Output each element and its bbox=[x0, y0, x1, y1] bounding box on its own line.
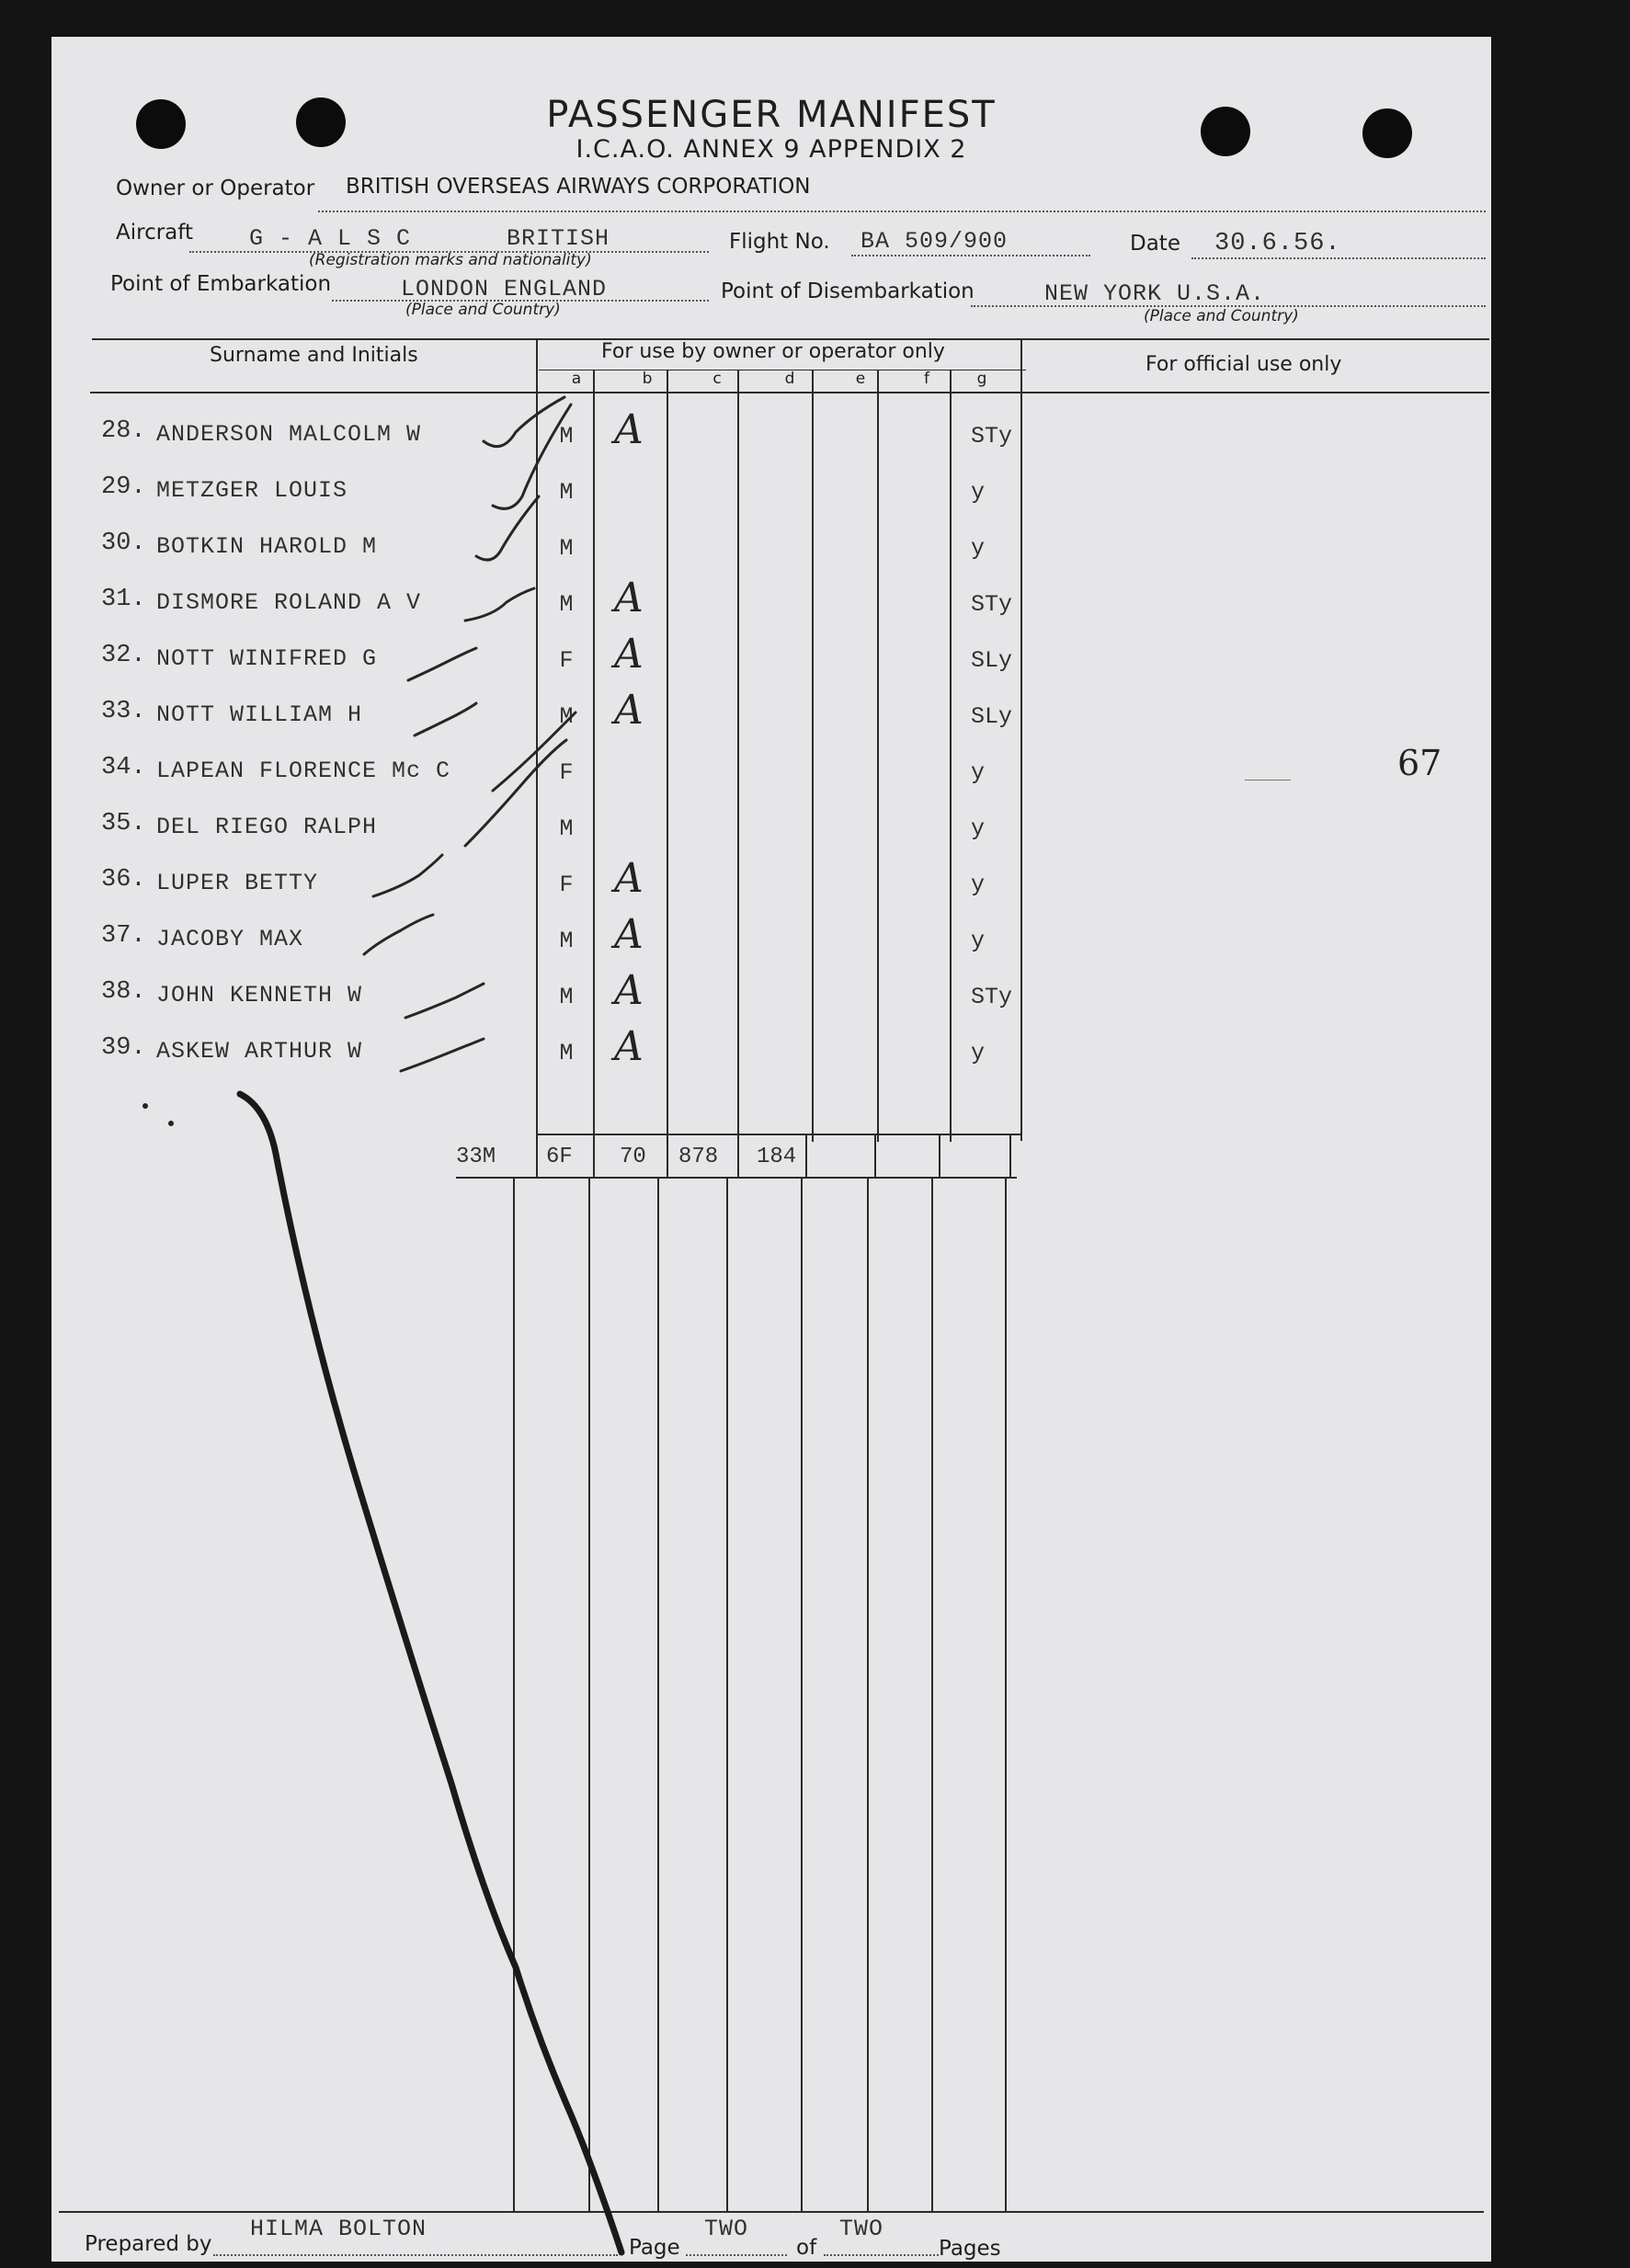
passenger-name: NOTT WILLIAM H bbox=[156, 701, 363, 728]
col-name-header: Surname and Initials bbox=[210, 344, 418, 367]
flight-label: Flight No. bbox=[729, 230, 830, 254]
passenger-name: DISMORE ROLAND A V bbox=[156, 589, 422, 616]
disembarkation-note: (Place and Country) bbox=[1144, 307, 1299, 325]
passenger-mark-b: A bbox=[614, 1023, 644, 1070]
pen-stroke bbox=[240, 1094, 621, 2252]
date-label: Date bbox=[1130, 232, 1180, 256]
passenger-sex: M bbox=[559, 535, 574, 562]
passenger-sex: M bbox=[559, 1040, 574, 1066]
date-value: 30.6.56. bbox=[1214, 230, 1341, 257]
embarkation-value: LONDON ENGLAND bbox=[401, 276, 608, 302]
passenger-mark-b: A bbox=[614, 967, 644, 1014]
aircraft-registration: G - A L S C bbox=[249, 225, 412, 252]
check-mark bbox=[405, 984, 484, 1018]
passenger-code-g: SLy bbox=[971, 647, 1013, 674]
total-females: 6F bbox=[546, 1145, 573, 1169]
check-mark bbox=[493, 712, 576, 791]
subcol-a: a bbox=[571, 370, 582, 388]
passenger-sex: M bbox=[559, 984, 574, 1010]
row-number: 33. bbox=[101, 698, 146, 725]
page-value: TWO bbox=[704, 2216, 749, 2242]
check-mark bbox=[408, 648, 476, 680]
passenger-sex: M bbox=[559, 928, 574, 954]
passenger-name: METZGER LOUIS bbox=[156, 477, 348, 504]
passenger-name: NOTT WINIFRED G bbox=[156, 645, 378, 672]
check-mark bbox=[476, 496, 539, 560]
row-number: 32. bbox=[101, 642, 146, 669]
passenger-code-g: y bbox=[971, 535, 986, 562]
row-number: 31. bbox=[101, 586, 146, 613]
embarkation-note: (Place and Country) bbox=[405, 301, 561, 319]
pen-annotations bbox=[51, 37, 1491, 2262]
subcol-f: f bbox=[924, 370, 929, 388]
passenger-sex: M bbox=[559, 423, 574, 450]
of-value: TWO bbox=[839, 2216, 884, 2242]
passenger-code-g: y bbox=[971, 1040, 986, 1066]
passenger-sex: M bbox=[559, 815, 574, 842]
subcol-e: e bbox=[855, 370, 866, 388]
prepared-by-value: HILMA BOLTON bbox=[250, 2216, 427, 2242]
col-operator-header: For use by owner or operator only bbox=[601, 340, 945, 363]
ink-dot bbox=[168, 1121, 174, 1126]
embarkation-label: Point of Embarkation bbox=[110, 272, 332, 296]
row-number: 34. bbox=[101, 754, 146, 781]
passenger-code-g: STy bbox=[971, 423, 1013, 450]
ink-dot bbox=[142, 1103, 148, 1109]
subcol-g: g bbox=[976, 370, 987, 388]
check-mark bbox=[373, 855, 442, 896]
flight-value: BA 509/900 bbox=[861, 228, 1009, 255]
operator-label: Owner or Operator bbox=[116, 177, 315, 200]
passenger-code-g: y bbox=[971, 759, 986, 786]
passenger-code-g: y bbox=[971, 479, 986, 506]
passenger-name: LAPEAN FLORENCE Mc C bbox=[156, 758, 451, 784]
disembarkation-label: Point of Disembarkation bbox=[721, 279, 975, 303]
total-c: 878 bbox=[678, 1145, 719, 1169]
passenger-name: JOHN KENNETH W bbox=[156, 982, 363, 1009]
check-mark bbox=[484, 397, 564, 447]
check-mark bbox=[364, 915, 433, 954]
passenger-name: JACOBY MAX bbox=[156, 926, 304, 952]
passenger-mark-b: A bbox=[614, 631, 644, 678]
total-d: 184 bbox=[757, 1145, 797, 1169]
passenger-sex: F bbox=[559, 759, 574, 786]
col-official-header: For official use only bbox=[1146, 353, 1342, 376]
aircraft-nationality: BRITISH bbox=[507, 225, 610, 252]
check-mark bbox=[415, 703, 476, 735]
passenger-sex: F bbox=[559, 647, 574, 674]
disembarkation-value: NEW YORK U.S.A. bbox=[1044, 280, 1266, 307]
operator-value: BRITISH OVERSEAS AIRWAYS CORPORATION bbox=[346, 175, 811, 199]
page-label: Page bbox=[629, 2236, 680, 2260]
aircraft-note: (Registration marks and nationality) bbox=[309, 251, 592, 269]
passenger-code-g: y bbox=[971, 928, 986, 954]
total-b: 70 bbox=[620, 1145, 646, 1169]
subcol-b: b bbox=[642, 370, 653, 388]
of-label: of bbox=[796, 2236, 817, 2260]
page-subtitle: I.C.A.O. ANNEX 9 APPENDIX 2 bbox=[576, 135, 967, 164]
row-number: 39. bbox=[101, 1034, 146, 1062]
check-mark bbox=[465, 588, 534, 621]
passenger-mark-b: A bbox=[614, 855, 644, 902]
row-number: 37. bbox=[101, 922, 146, 950]
pages-label: Pages bbox=[939, 2237, 1001, 2261]
passenger-code-g: y bbox=[971, 872, 986, 898]
subcol-c: c bbox=[712, 370, 722, 388]
check-mark bbox=[465, 740, 566, 846]
passenger-code-g: SLy bbox=[971, 703, 1013, 730]
prepared-by-label: Prepared by bbox=[85, 2232, 212, 2256]
check-mark bbox=[493, 405, 571, 508]
row-number: 30. bbox=[101, 530, 146, 557]
passenger-name: ASKEW ARTHUR W bbox=[156, 1038, 363, 1065]
row-number: 35. bbox=[101, 810, 146, 838]
passenger-name: DEL RIEGO RALPH bbox=[156, 814, 378, 840]
passenger-mark-b: A bbox=[614, 406, 644, 453]
passenger-sex: M bbox=[559, 479, 574, 506]
passenger-mark-b: A bbox=[614, 687, 644, 734]
passenger-sex: M bbox=[559, 703, 574, 730]
passenger-sex: M bbox=[559, 591, 574, 618]
passenger-sex: F bbox=[559, 872, 574, 898]
aircraft-label: Aircraft bbox=[116, 221, 193, 245]
official-note: 67 bbox=[1397, 743, 1442, 783]
passenger-name: ANDERSON MALCOLM W bbox=[156, 421, 422, 448]
passenger-code-g: STy bbox=[971, 984, 1013, 1010]
passenger-code-g: y bbox=[971, 815, 986, 842]
row-number: 36. bbox=[101, 866, 146, 894]
passenger-name: BOTKIN HAROLD M bbox=[156, 533, 378, 560]
row-number: 28. bbox=[101, 417, 146, 445]
passenger-name: LUPER BETTY bbox=[156, 870, 319, 896]
row-number: 38. bbox=[101, 978, 146, 1006]
subcol-d: d bbox=[784, 370, 795, 388]
passenger-code-g: STy bbox=[971, 591, 1013, 618]
passenger-mark-b: A bbox=[614, 911, 644, 958]
page-title: PASSENGER MANIFEST bbox=[546, 94, 997, 136]
total-males: 33M bbox=[456, 1145, 496, 1169]
passenger-mark-b: A bbox=[614, 575, 644, 621]
row-number: 29. bbox=[101, 473, 146, 501]
manifest-sheet bbox=[51, 37, 1491, 2262]
check-mark bbox=[401, 1039, 484, 1071]
